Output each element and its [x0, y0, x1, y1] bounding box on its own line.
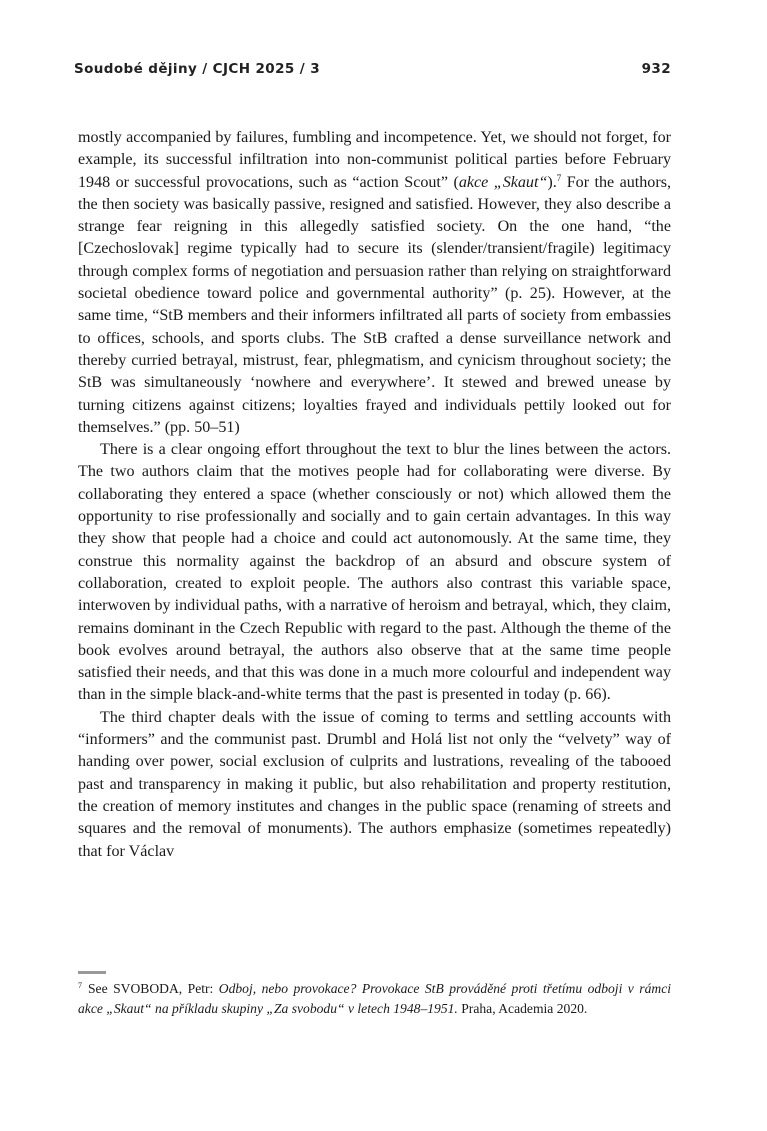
- action-scout-czech: akce „Skaut“: [458, 173, 548, 191]
- footnote-title: Odboj, nebo provokace? Provokace StB prováděné proti třetímu odboji v rámci akce „Skaut“ na příkladu skupiny „Za svobodu“ v letech 1948–1951.: [78, 981, 672, 1016]
- running-header: [74, 61, 671, 77]
- paragraph-1-text-c: For the authors, the then society was basically passive, resigned and satisfied. However, they also describe a strange fear reigning in this allegedly satisfied society. On the one hand, “the [Czechoslovak] regime typically had to secure its (slender/transient/fragile) legitimacy through complex forms of negotiation and persuasion rather than relying on straightforward societal obedience toward police and governmental authority” (p. 25). However, at the same time, “StB members and their informers infiltrated all parts of society from embassies to offices, schools, and sports clubs. The StB crafted a dense surveillance network and thereby curried betrayal, mistrust, fear, phlegmatism, and cynicism throughout society; the StB was simultaneously ‘nowhere and everywhere’. It stewed and brewed unease by turning citizens against citizens; loyalties frayed and individuals pettily looked out for themselves.” (pp. 50–51): [78, 173, 671, 436]
- footnote-number: 7: [78, 981, 82, 990]
- paragraph-1-text-a: mostly accompanied by failures, fumbling and incompetence. Yet, we should not forget, for example, its successful infiltration into non-communist political parties before February 1948 or successful provocations, such as “action Scout” (: [78, 129, 671, 191]
- paragraph-2: There is a clear ongoing effort throughout the text to blur the lines between the actors. The two authors claim that the motives people had for collaborating were diverse. By collaborating they entered a space (whether consciously or not) which allowed them the opportunity to rise professionally and socially and to gain certain advantages. In this way they show that people had a choice and could act autonomously. At the same time, they construe this normality against the backdrop of an absurd and obscure system of collaboration, created to exploit people. The authors also contrast this variable space, interwoven by individual paths, with a narrative of heroism and betrayal, which, they claim, remains dominant in the Czech Republic with regard to the past. Although the theme of the book evolves around betrayal, the authors also observe that at the same time people satisfied their needs, and that this was done in a much more colourful and independent way than in the simple black-and-white terms that the past is presented in today (p. 66).: [78, 441, 671, 704]
- footnote-reference[interactable]: 7: [556, 172, 562, 183]
- body-text: [78, 127, 671, 863]
- page-number: 932: [641, 61, 671, 77]
- paragraph-1: [78, 127, 671, 439]
- footnote-divider: [78, 971, 106, 974]
- journal-title: Soudobé dějiny / CJCH 2025 / 3: [74, 61, 321, 77]
- paragraph-3: The third chapter deals with the issue of coming to terms and settling accounts with “informers” and the communist past. Drumbl and Holá list not only the “velvety” way of handing over power, social exclusion of culprits and lustrations, revealing of the tabooed past and transparency in making it public, but also rehabilitation and property restitution, the creation of memory institutes and changes in the public space (renaming of streets and squares and the removal of monuments). The authors emphasize (sometimes repeatedly) that for Václav: [78, 708, 671, 860]
- footnote-lead: See SVOBODA, Petr:: [88, 981, 219, 996]
- paragraph-1-text-b: ).: [547, 173, 557, 191]
- footnote: [78, 979, 671, 1019]
- footnote-tail: Praha, Academia 2020.: [457, 1001, 588, 1016]
